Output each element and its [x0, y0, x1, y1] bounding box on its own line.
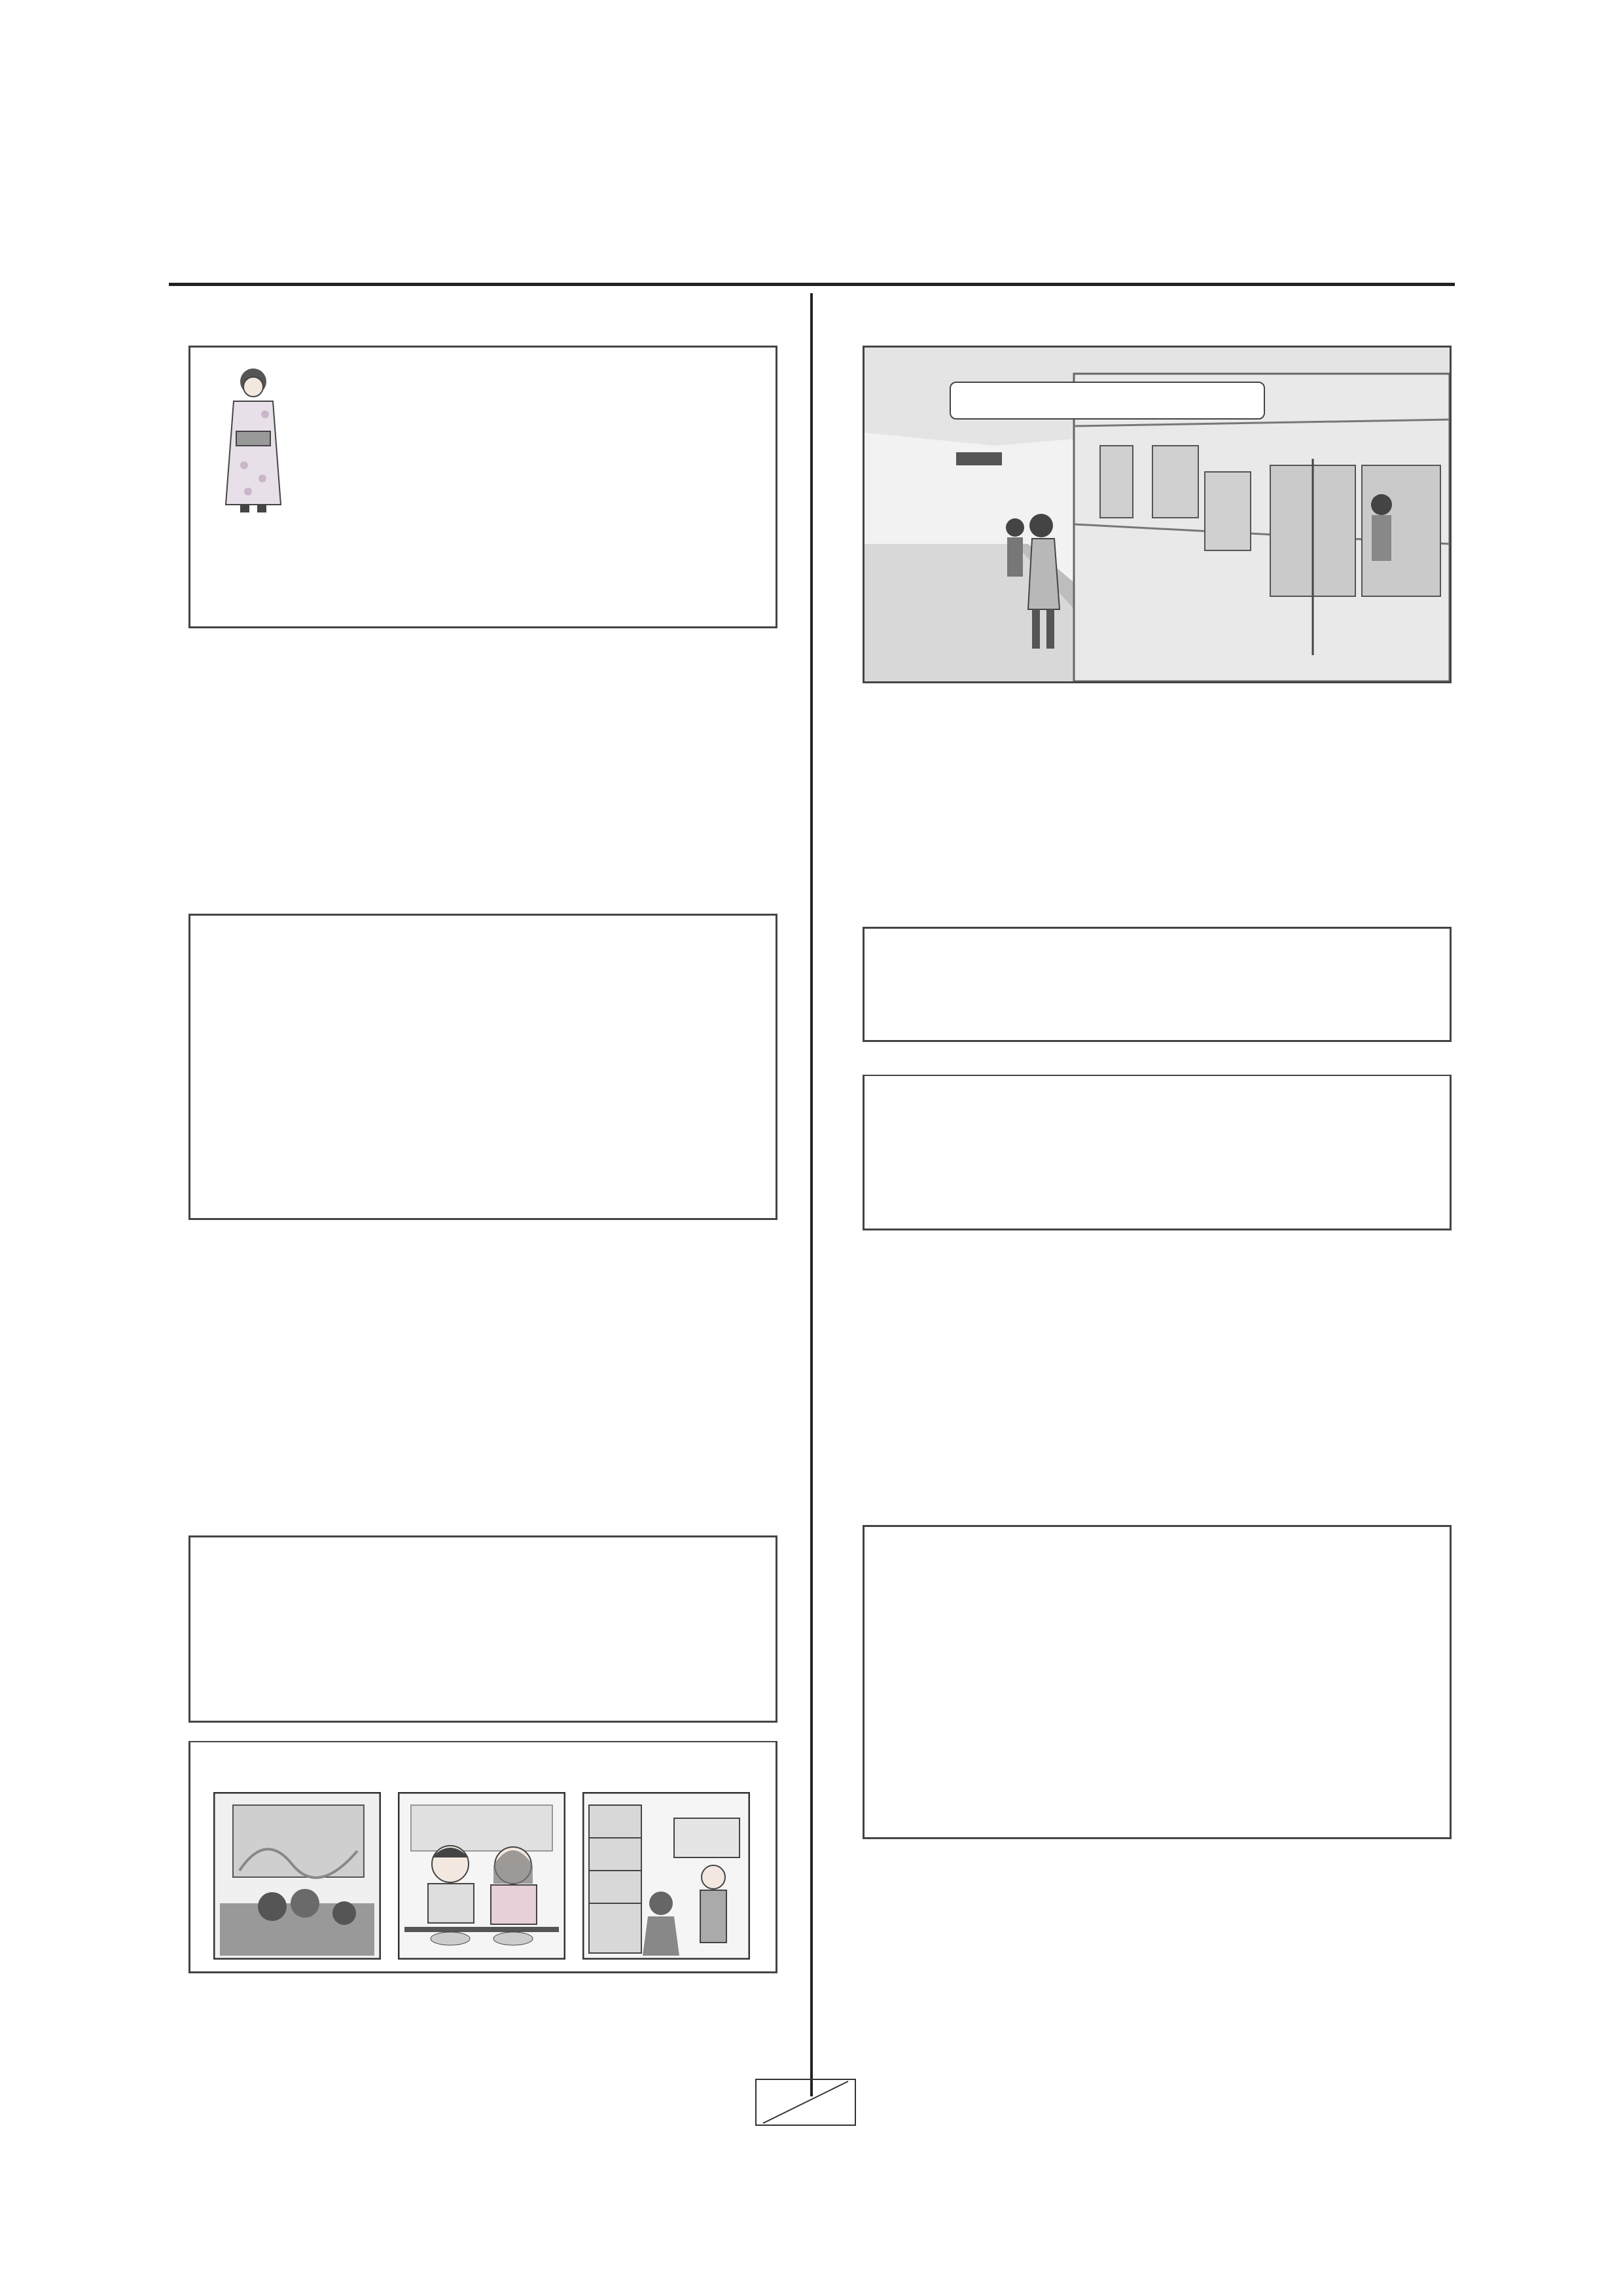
q11-bogi-rule	[188, 1741, 777, 1742]
lunch-restaurant-picture	[398, 1792, 565, 1960]
column-divider	[810, 293, 813, 2096]
q12-train-station-picture	[863, 346, 1452, 683]
q13-dialogue-box	[863, 927, 1452, 1042]
bookstore-picture	[582, 1792, 750, 1960]
q9-title	[171, 302, 800, 342]
q9-passage-box	[188, 346, 777, 628]
q10-title	[171, 869, 800, 908]
survey-bar-chart	[865, 1527, 1450, 1837]
q13-bogi-rule	[863, 1075, 1452, 1076]
page-counter-box	[755, 2079, 856, 2126]
q10-passage-box	[188, 914, 777, 1220]
q11-title	[171, 1457, 800, 1496]
q12-title	[844, 302, 1453, 342]
q14-title	[844, 1406, 1453, 1445]
q13-title	[844, 881, 1453, 920]
speech-bubble	[950, 382, 1265, 420]
q14-chart-box	[863, 1525, 1452, 1839]
q13-bogi-box	[863, 1075, 1452, 1230]
header-rule	[169, 283, 1455, 286]
movie-theater-picture	[213, 1792, 381, 1960]
yukata-girl-illustration	[207, 361, 299, 524]
q11-dialogue-box	[188, 1535, 777, 1723]
